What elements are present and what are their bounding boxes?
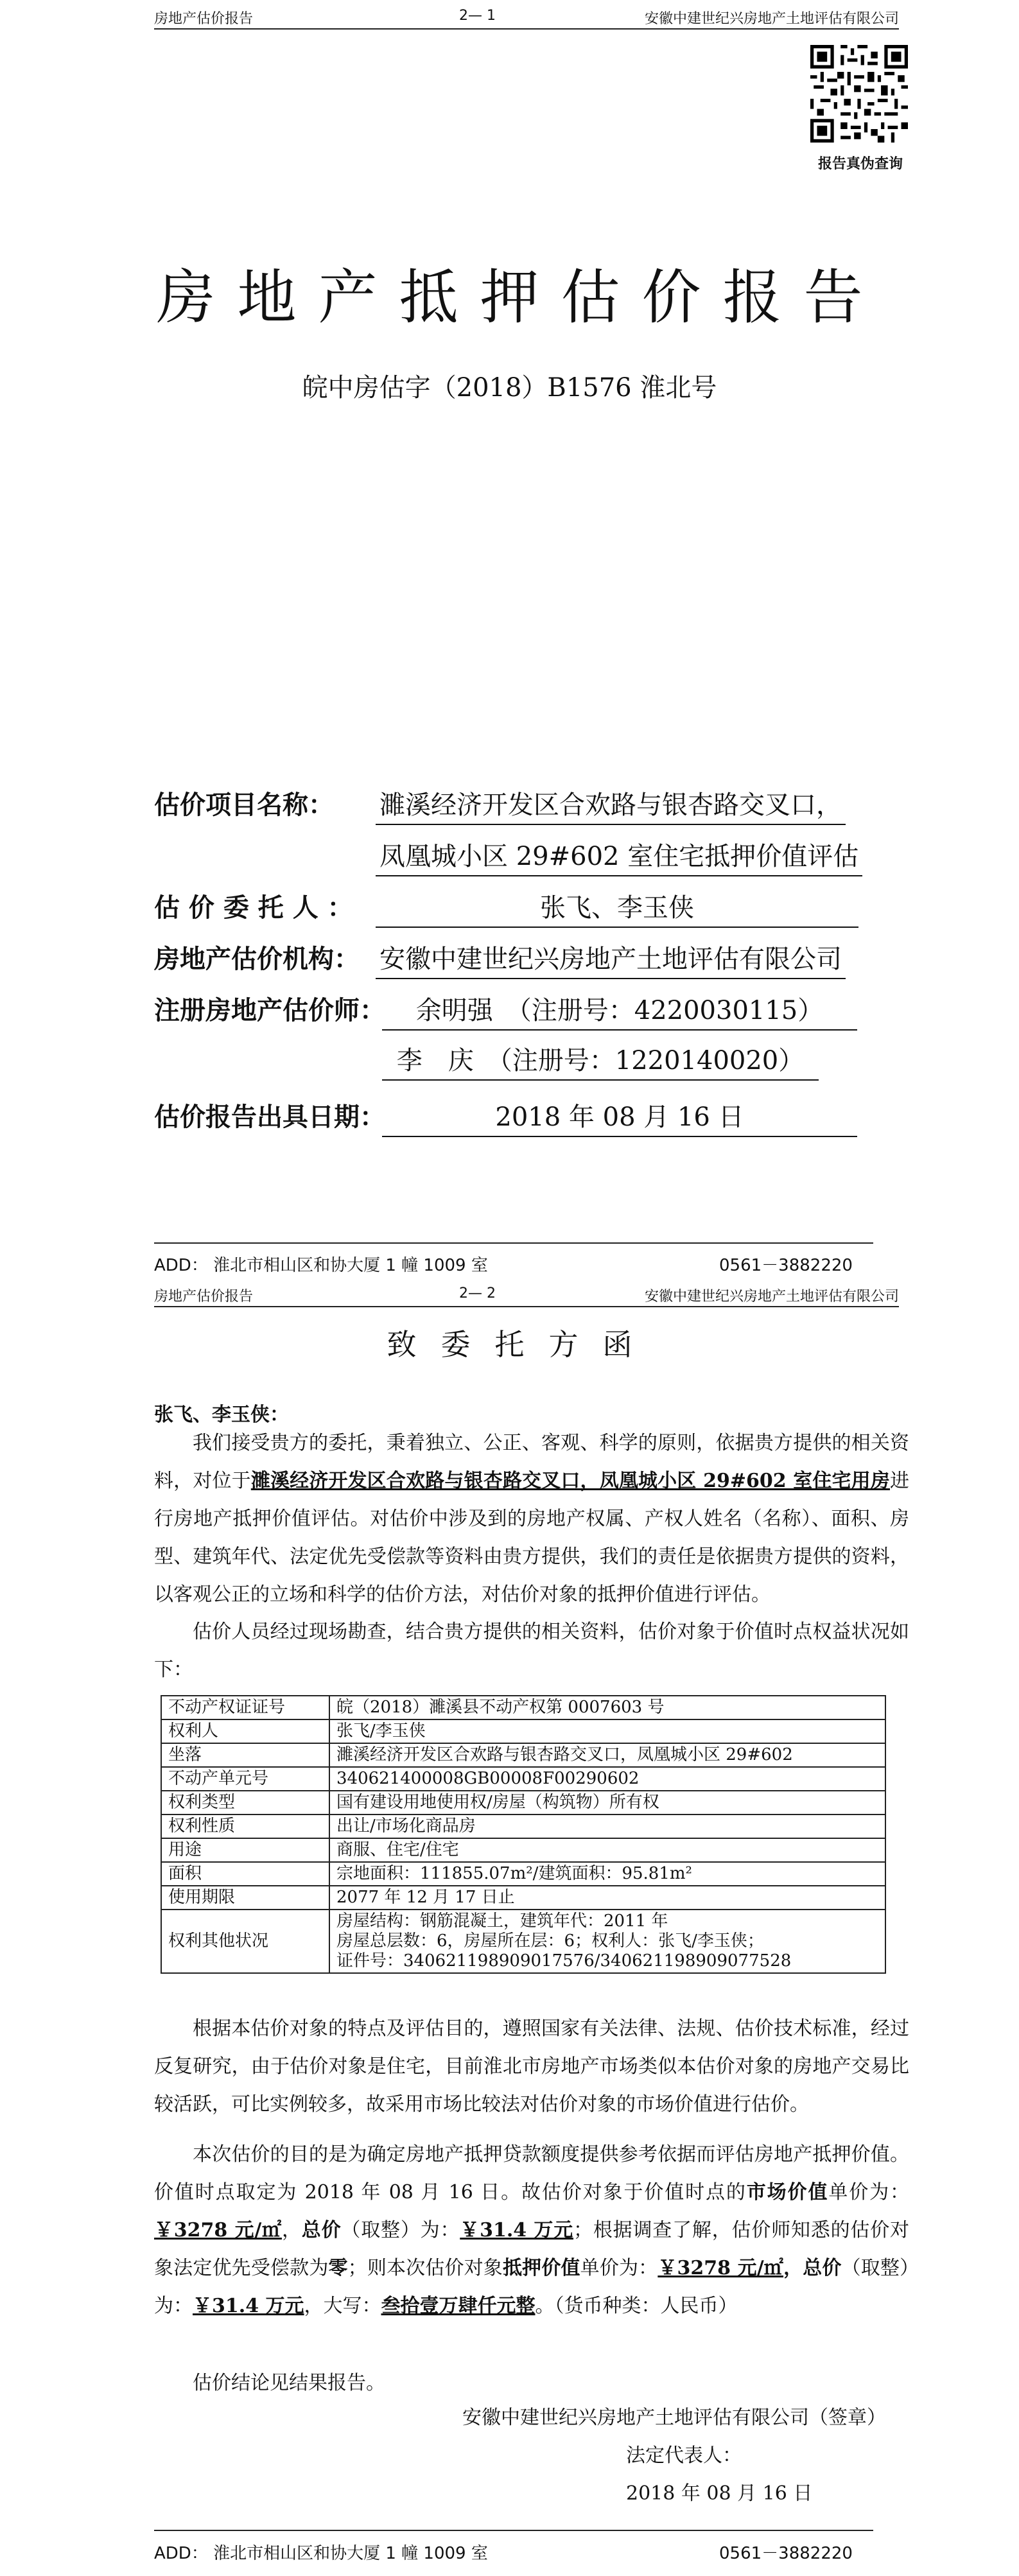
table-value-cell: [329, 1767, 885, 1791]
qr-caption: 报告真伪查询: [817, 156, 903, 172]
table-value-line: 房屋总层数：6，房屋所在层：6；权利人：张飞/李玉侠；: [336, 1931, 764, 1951]
footer-phone: 0561－3882220: [719, 2544, 853, 2563]
table-value-cell: [329, 1815, 885, 1838]
p4-currency: 。（货币种类：人民币）: [535, 2295, 738, 2317]
page2-footer-rule: [154, 2530, 873, 2531]
rights-table: [161, 1695, 886, 1974]
paragraph-4: [154, 2136, 909, 2325]
table-value-line: 濉溪经济开发区合欢路与银杏路交叉口，凤凰城小区 29#602: [336, 1745, 793, 1764]
p4-s: ，大写：: [304, 2295, 381, 2317]
table-key-cell: 不动产权证证号: [161, 1696, 329, 1719]
page1-running-header: [154, 0, 899, 30]
appraiser-1: 余明强 （注册号：4220030115）: [382, 990, 857, 1031]
header-page-number: 2— 2: [459, 1285, 496, 1301]
p4-mortgage-unit-price: ￥3278 元/㎡: [658, 2257, 784, 2279]
p1-text-a: 我们接受贵方的委托，秉着独立、公正、客观、科学的原则，依据贵方提供的相关资料，对位于: [154, 1432, 909, 1492]
qr-code-icon[interactable]: [810, 45, 908, 143]
table-row: [161, 1886, 885, 1910]
client-label: 估 价 委 托 人 ：: [154, 893, 353, 923]
table-key-cell: 不动产单元号: [161, 1767, 329, 1791]
p4-unit-price: ￥3278 元/㎡: [154, 2219, 282, 2241]
project-line2: 凤凰城小区 29#602 室住宅抵押价值评估: [376, 836, 862, 876]
table-value-line: 出让/市场化商品房: [336, 1816, 476, 1836]
footer-address: ADD： 淮北市相山区和协大厦 1 幢 1009 室: [154, 1256, 488, 1275]
table-value-line: 2077 年 12 月 17 日止: [336, 1888, 515, 1907]
table-row: [161, 1743, 885, 1767]
header-left: 房地产估价报告: [154, 11, 254, 27]
p4-total: 总价: [301, 2219, 342, 2241]
date-value: 2018 年 08 月 16 日: [382, 1097, 857, 1137]
page1-footer-rule: [154, 1242, 873, 1244]
header-left: 房地产估价报告: [154, 1289, 254, 1305]
table-key-cell: 坐落: [161, 1743, 329, 1767]
p4-zero: 零: [328, 2257, 348, 2279]
p4-i: ；根据调查了解，估价师知悉的估价对象法定优先受偿款为: [154, 2219, 910, 2279]
agency-value: 安徽中建世纪兴房地产土地评估有限公司: [376, 939, 846, 979]
table-value-line: 宗地面积：111855.07m²/建筑面积：95.81m²: [336, 1864, 692, 1883]
footer-phone: 0561－3882220: [719, 1256, 853, 1275]
p4-total-in-words: 叁拾壹万肆仟元整: [381, 2295, 536, 2317]
cover-row-appraiser: [154, 990, 857, 1031]
table-key-cell: 权利性质: [161, 1815, 329, 1838]
table-value-cell: [329, 1886, 885, 1910]
paragraph-3: 根据本估价对象的特点及评估目的，遵照国家有关法律、法规、估价技术标准，经过反复研究，由于估价对象是住宅，目前淮北市房地产市场类似本估价对象的房地产交易比较活跃，可比实例较多，故采用市场比较法对估价对象的市场价值进行估价。: [154, 2017, 909, 2116]
table-key-cell: 使用期限: [161, 1886, 329, 1910]
table-row: [161, 1791, 885, 1815]
project-label: 估价项目名称：: [154, 790, 334, 820]
p4-a: 本次估价的目的是为确定房地产抵押贷款额度提供参考依据而评估房地产抵押价值。价值时点取定为 2018 年 08 月 16 日。故估价对象于价值时点的: [154, 2143, 909, 2204]
p4-mortgage-total: ￥31.4 万元: [193, 2295, 304, 2317]
cover-row-project-2: [376, 836, 862, 876]
cover-row-date: [154, 1097, 857, 1137]
client-value: 张飞、李玉侠: [376, 887, 858, 928]
cover-row-client: [154, 887, 858, 928]
table-value-cell: [329, 1743, 885, 1767]
table-value-line: 商服、住宅/住宅: [336, 1840, 459, 1859]
appraiser-2: 李 庆 （注册号：1220140020）: [382, 1040, 819, 1081]
table-row: [161, 1815, 885, 1838]
footer-address: ADD： 淮北市相山区和协大厦 1 幢 1009 室: [154, 2544, 488, 2563]
p4-mortgage-value: 抵押价值: [502, 2257, 580, 2279]
signature-representative: 法定代表人：: [626, 2444, 742, 2467]
table-value-cell: [329, 1838, 885, 1862]
table-row: [161, 1838, 885, 1862]
table-row: [161, 1910, 885, 1973]
p4-total-price: ￥31.4 万元: [460, 2219, 574, 2241]
signature-company: 安徽中建世纪兴房地产土地评估有限公司（签章）: [462, 2406, 886, 2429]
page2-running-header: [154, 1278, 899, 1307]
p4-k: ；则本次估价对象: [347, 2257, 503, 2279]
table-value-cell: [329, 1862, 885, 1886]
project-line1: 濉溪经济开发区合欢路与银杏路交叉口，: [376, 785, 846, 825]
table-key-cell: 用途: [161, 1838, 329, 1862]
header-page-number: 2— 1: [459, 8, 496, 24]
p1-text-c: 进行房地产抵押价值评估。对估价中涉及到的房地产权属、产权人姓名（名称）、面积、房型、建筑年代、法定优先受偿款等资料由贵方提供，我们的责任是依据贵方提供的资料，以客观公正的立场和科学的估价方法，对估价对象的抵押价值进行评估。: [154, 1470, 910, 1606]
agency-label: 房地产估价机构：: [154, 944, 360, 974]
table-row: [161, 1862, 885, 1886]
paragraph-5: 估价结论见结果报告。: [193, 2372, 385, 2394]
table-value-line: 340621400008GB00008F00290602: [336, 1769, 640, 1788]
table-value-cell: [329, 1791, 885, 1815]
p1-property-address: 濉溪经济开发区合欢路与银杏路交叉口，凤凰城小区 29#602 室住宅用房: [250, 1470, 891, 1492]
cover-title: 房地产抵押估价报告: [156, 263, 885, 332]
header-right: 安徽中建世纪兴房地产土地评估有限公司: [644, 1289, 899, 1305]
p4-q: （取整）为：: [154, 2257, 910, 2317]
p4-total-2: 总价: [803, 2257, 842, 2279]
table-key-cell: 权利人: [161, 1719, 329, 1743]
table-key-cell: 权利类型: [161, 1791, 329, 1815]
table-key-cell: 权利其他状况: [161, 1910, 329, 1973]
p4-market-value: 市场价值: [746, 2181, 829, 2204]
cover-row-appraiser-2: [382, 1040, 819, 1081]
cover-row-agency: [154, 939, 846, 979]
paragraph-2: 估价人员经过现场勘查，结合贵方提供的相关资料，估价对象于价值时点权益状况如下：: [154, 1621, 909, 1681]
table-row: [161, 1767, 885, 1791]
cover-row-project: [154, 785, 846, 825]
appraiser-label: 注册房地产估价师：: [154, 996, 385, 1025]
report-number: 皖中房估字（2018）B1576 淮北号: [302, 373, 717, 403]
table-value-line: 皖（2018）濉溪县不动产权第 0007603 号: [336, 1698, 665, 1717]
table-value-line: 房屋结构：钢筋混凝土，建筑年代：2011 年: [336, 1911, 668, 1931]
table-row: [161, 1696, 885, 1719]
letter-title: 致委托方函: [387, 1327, 657, 1362]
p4-o: ，: [783, 2257, 803, 2279]
paragraph-1: [154, 1424, 909, 1614]
table-value-cell: [329, 1910, 885, 1973]
date-label: 估价报告出具日期：: [154, 1102, 385, 1132]
table-value-line: 证件号：340621198909017576/340621198909077528: [336, 1951, 792, 1971]
salutation: 张飞、李玉侠：: [154, 1404, 289, 1426]
table-value-cell: [329, 1696, 885, 1719]
signature-date: 2018 年 08 月 16 日: [626, 2482, 813, 2505]
table-value-line: 国有建设用地使用权/房屋（构筑物）所有权: [336, 1793, 659, 1812]
p4-m: 单价为：: [580, 2257, 658, 2279]
table-value-cell: [329, 1719, 885, 1743]
table-row: [161, 1719, 885, 1743]
table-value-line: 张飞/李玉侠: [336, 1721, 426, 1741]
p4-g: （取整）为：: [341, 2219, 460, 2241]
p4-c: 单价为：: [828, 2181, 910, 2204]
table-key-cell: 面积: [161, 1862, 329, 1886]
header-right: 安徽中建世纪兴房地产土地评估有限公司: [644, 11, 899, 27]
p4-e: ，: [281, 2219, 302, 2241]
